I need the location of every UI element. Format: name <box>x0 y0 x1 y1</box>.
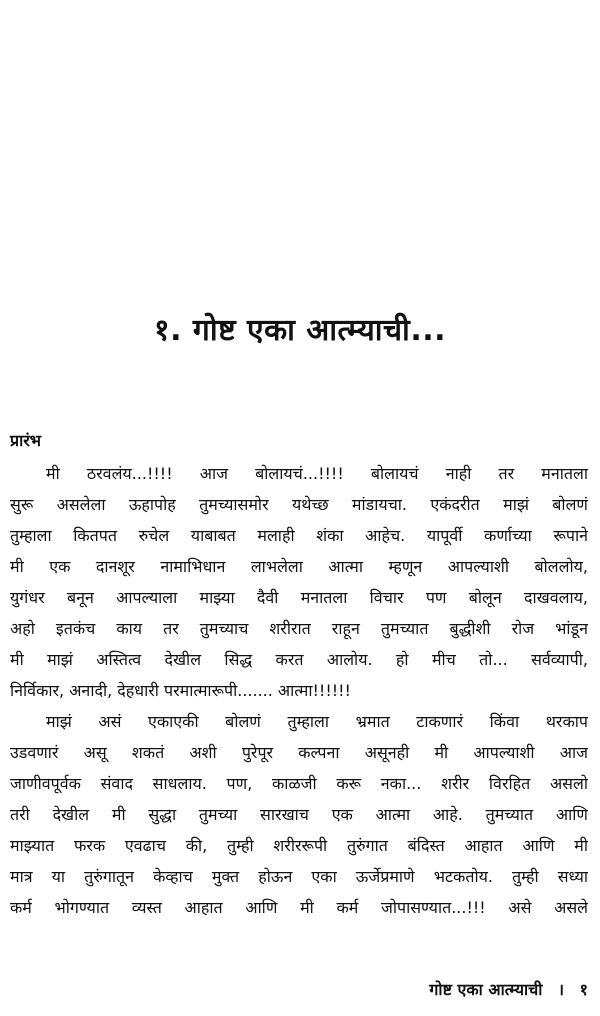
page-number: १ <box>579 980 588 999</box>
body-text <box>10 458 588 923</box>
text-line: तरी देखील मी सुद्धा तुमच्या सारखाच एक आत्मा आहे. तुमच्यात आणि <box>10 805 588 824</box>
text-line: माझ्यात फरक एवढाच की, तुम्ही शरीररूपी तुरुंगात बंदिस्त आहात आणि मी <box>10 836 588 855</box>
text-line: तुम्हाला कितपत रुचेल याबाबत मलाही शंका आहेच. यापूर्वी कर्णाच्या रूपाने <box>10 526 588 545</box>
text-line: अहो इतकंच काय तर तुमच्याच शरीरात राहून तुमच्यात बुद्धीशी रोज भांडून <box>10 619 588 638</box>
text-line: मी ठरवलंय...!!!! आज बोलायचं...!!!! बोलायचं नाही तर मनातला <box>46 464 588 483</box>
text-line: युगंधर बनून आपल्याला माझ्या दैवी मनातला विचार पण बोलून दाखवलाय, <box>10 588 588 607</box>
text-line: उडवणारं असू शकतं अशी पुरेपूर कल्पना असूनही मी आपल्याशी आज <box>10 743 588 762</box>
text-line: जाणीवपूर्वक संवाद साधलाय. पण, काळजी करू नका... शरीर विरहित असलो <box>10 774 588 793</box>
running-title: गोष्ट एका आत्म्याची <box>429 980 543 999</box>
text-line: मी एक दानशूर नामाभिधान लाभलेला आत्मा म्हणून आपल्याशी बोललोय, <box>10 557 588 576</box>
text-line: मात्र या तुरुंगातून केव्हाच मुक्त होऊन एका ऊर्जेप्रमाणे भटकतोय. तुम्ही सध्या <box>10 867 588 886</box>
page-footer <box>429 978 588 1000</box>
chapter-title: १. गोष्ट एका आत्म्याची... <box>153 313 447 348</box>
text-line: कर्म भोगण्यात व्यस्त आहात आणि मी कर्म जोपासण्यात...!!! असे असले <box>10 898 588 917</box>
text-line: मी माझं अस्तित्व देखील सिद्ध करत आलोय. हो मीच तो... सर्वव्यापी, <box>10 650 588 669</box>
text-line: सुरू असलेला ऊहापोह तुमच्यासमोर यथेच्छ मांडायचा. एकंदरीत माझं बोलणं <box>10 495 588 514</box>
text-line: निर्विकार, अनादी, देहधारी परमात्मारूपी....... आत्मा!!!!!! <box>10 681 351 700</box>
section-heading: प्रारंभ <box>10 431 42 450</box>
text-line: माझं असं एकाएकी बोलणं तुम्हाला भ्रमात टाकणारं किंवा थरकाप <box>46 712 588 731</box>
footer-separator: । <box>558 980 565 999</box>
